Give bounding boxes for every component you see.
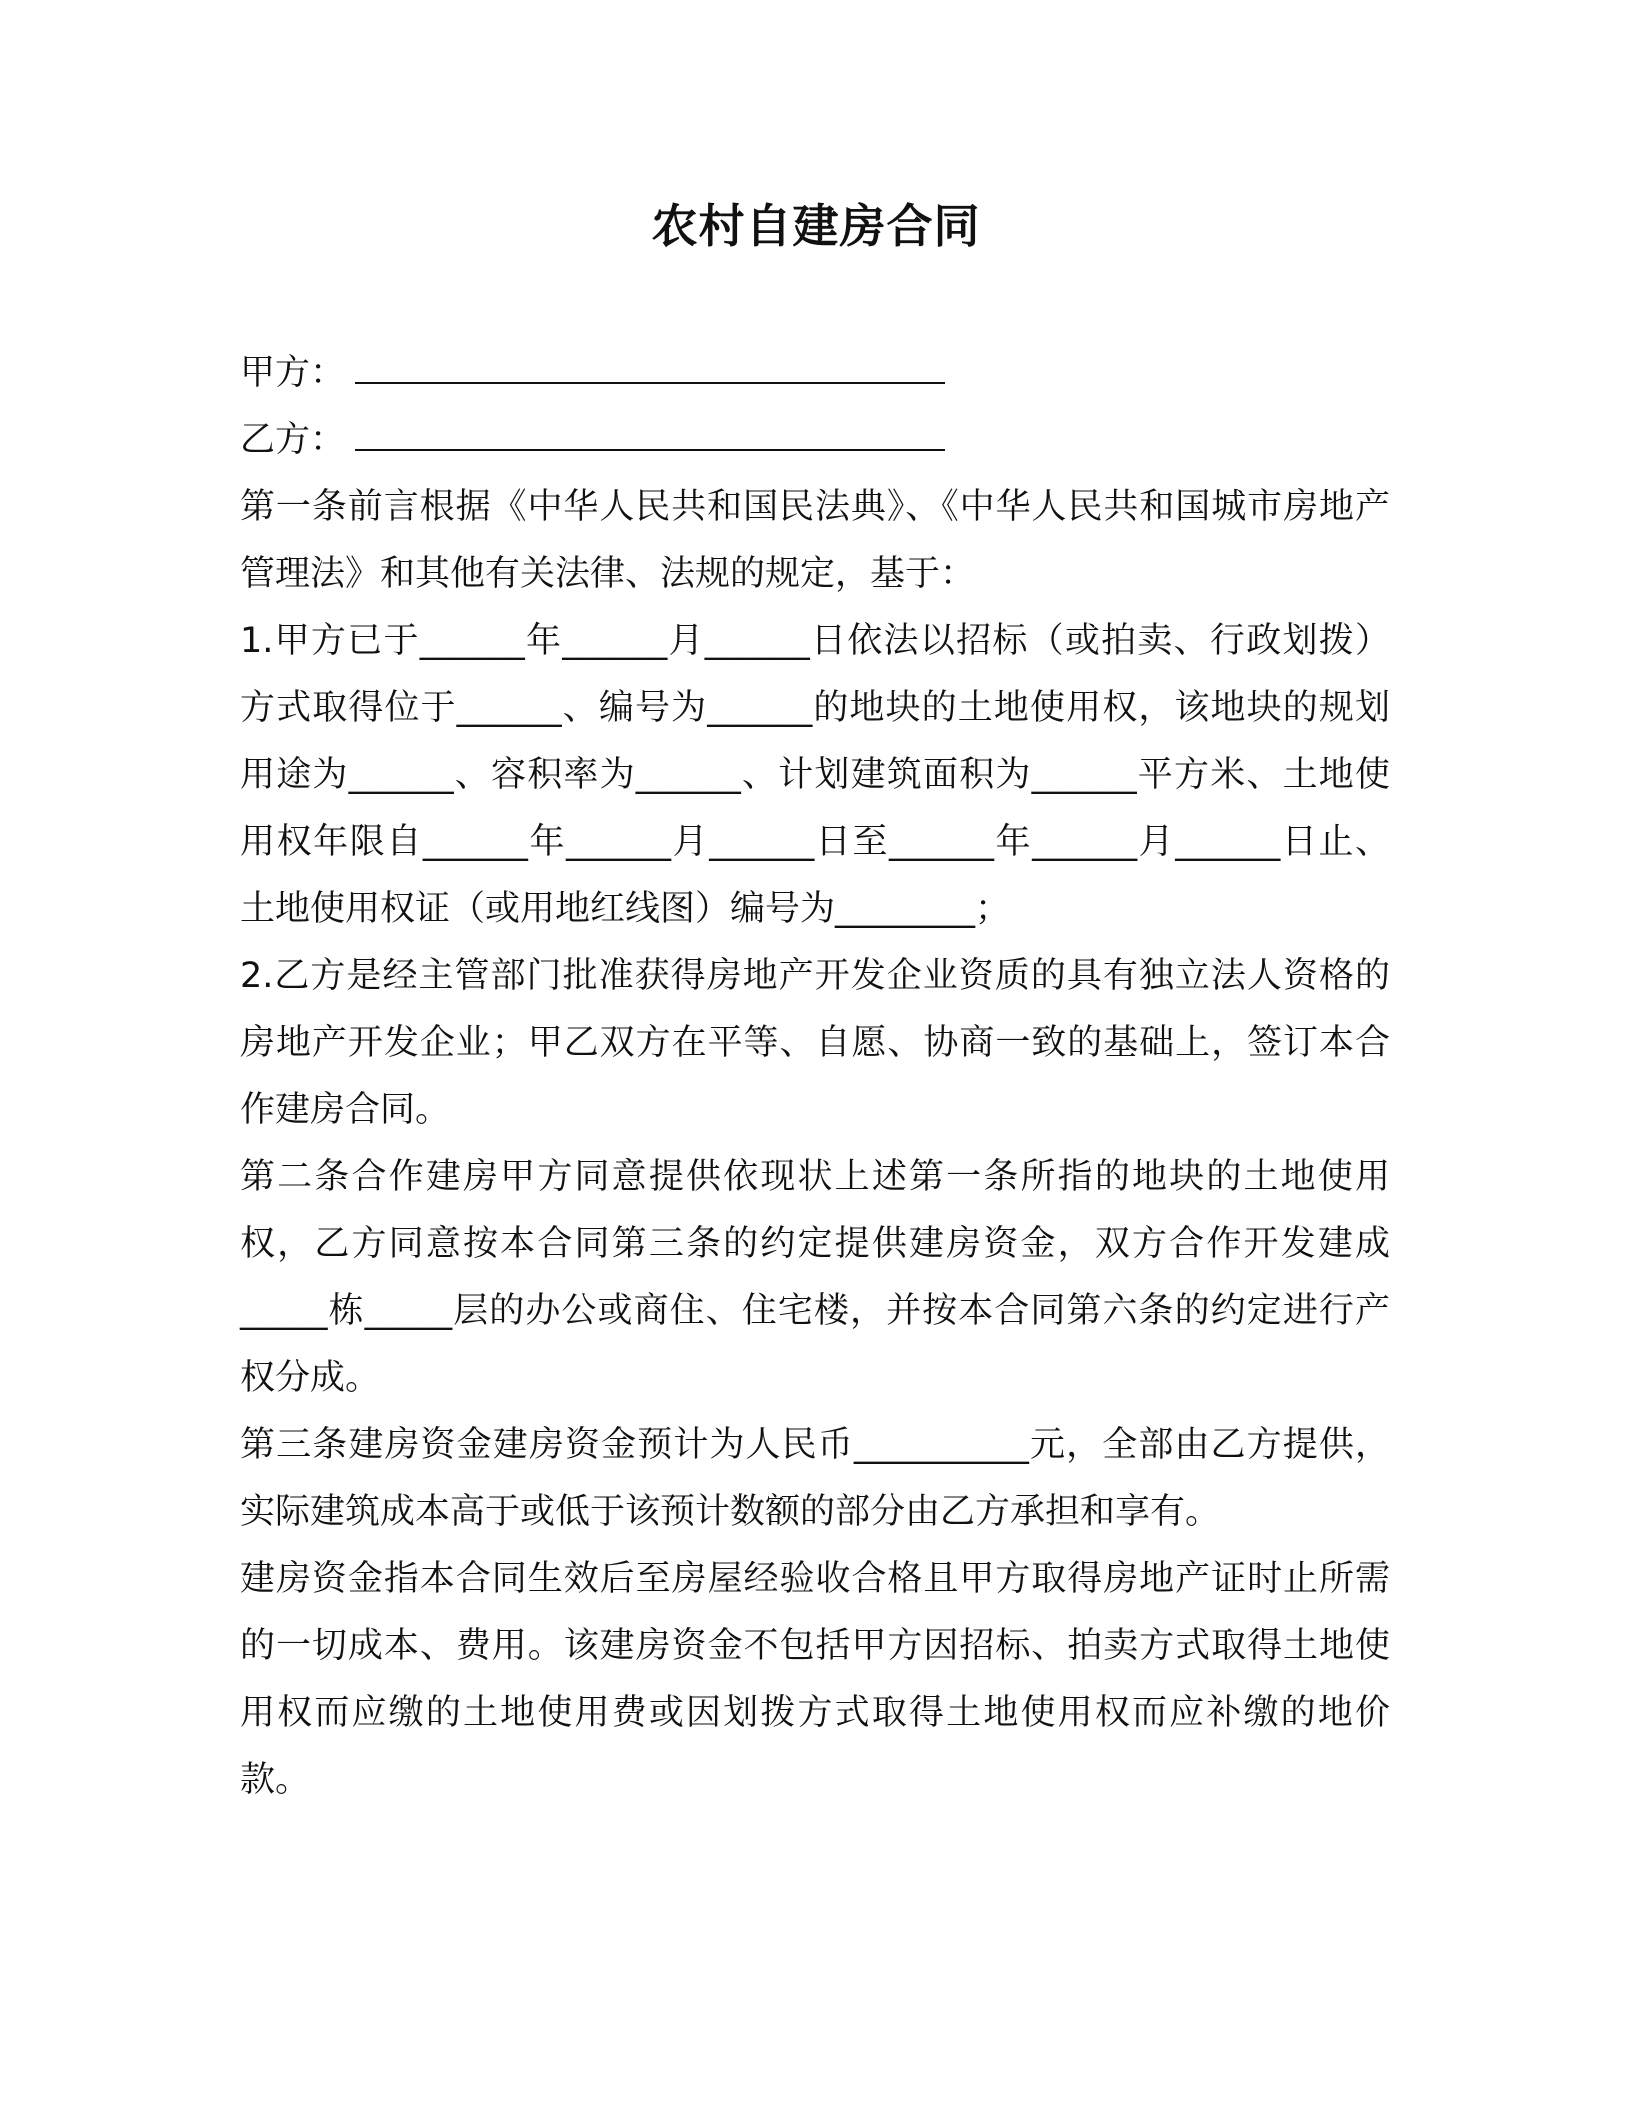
paragraph-clause-1: 1.甲方已于______年______月______日依法以招标（或拍卖、行政划拨）方式取得位于______、编号为______的地块的土地使用权，该地块的规划用途为______、容积率为______、计划建筑面积为______平方米、土地使用权年限自______年______月______日至______年______月______日止、土地使用权证（或用地红线图）编号为________； xyxy=(240,621,1390,929)
paragraph-article-3: 第三条建房资金建房资金预计为人民币__________元，全部由乙方提供，实际建筑成本高于或低于该预计数额的部分由乙方承担和享有。 xyxy=(240,1425,1390,1532)
party-b-label: 乙方： xyxy=(240,420,346,460)
paragraph-article-1-preamble: 第一条前言根据《中华人民共和国民法典》、《中华人民共和国城市房地产管理法》和其他有关法律、法规的规定，基于： xyxy=(240,487,1390,594)
document-body xyxy=(240,340,1390,1814)
paragraph-clause-2: 2.乙方是经主管部门批准获得房地产开发企业资质的具有独立法人资格的房地产开发企业；甲乙双方在平等、自愿、协商一致的基础上，签订本合作建房合同。 xyxy=(240,956,1390,1130)
party-a-blank xyxy=(355,340,945,384)
document-title: 农村自建房合同 xyxy=(651,199,981,253)
paragraph-article-3-detail: 建房资金指本合同生效后至房屋经验收合格且甲方取得房地产证时止所需的一切成本、费用。该建房资金不包括甲方因招标、拍卖方式取得土地使用权而应缴的土地使用费或因划拨方式取得土地使用权而应补缴的地价款。 xyxy=(240,1559,1390,1800)
party-b-blank xyxy=(355,407,945,451)
paragraph-article-2: 第二条合作建房甲方同意提供依现状上述第一条所指的地块的土地使用权，乙方同意按本合同第三条的约定提供建房资金，双方合作开发建成_____栋_____层的办公或商住、住宅楼，并按本合同第六条的约定进行产权分成。 xyxy=(240,1157,1390,1398)
party-a-line xyxy=(240,340,1390,407)
party-a-label: 甲方： xyxy=(240,353,346,393)
party-b-line xyxy=(240,407,1390,474)
